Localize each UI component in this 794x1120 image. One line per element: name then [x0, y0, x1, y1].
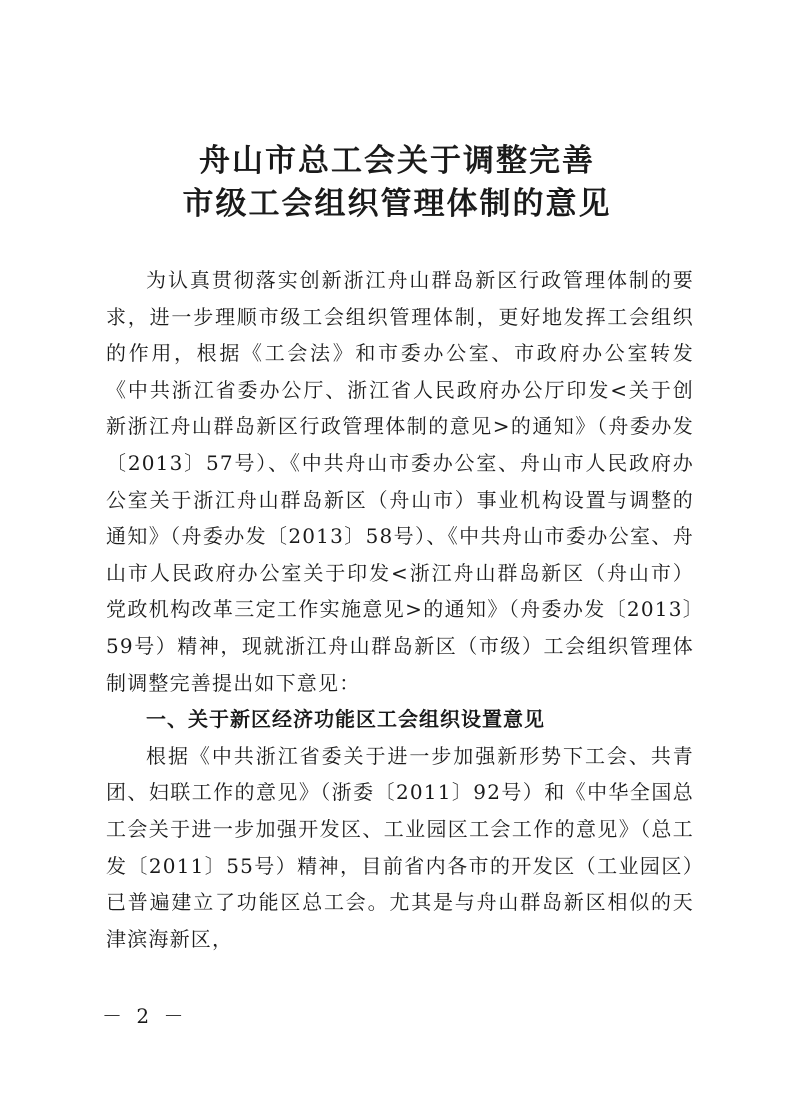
- document-title-line-1: 舟山市总工会关于调整完善: [199, 143, 595, 179]
- page-number: － 2 －: [102, 1004, 188, 1028]
- section-1-paragraph: 根据《中共浙江省委关于进一步加强新形势下工会、共青团、妇联工作的意见》（浙委〔2011〕92号）和《中华全国总工会关于进一步加强开发区、工业园区工会工作的意见》（总工发〔2011〕55号）精神，目前省内各市的开发区（工业园区）已普遍建立了功能区总工会。尤其是与舟山群岛新区相似的天津滨海新区，: [106, 743, 694, 951]
- document-body: [106, 262, 694, 957]
- document-title-line-2: 市级工会组织管理体制的意见: [182, 186, 612, 222]
- section-1-heading: 一、关于新区经济功能区工会组织设置意见: [146, 707, 545, 732]
- intro-paragraph: 为认真贯彻落实创新浙江舟山群岛新区行政管理体制的要求，进一步理顺市级工会组织管理体制，更好地发挥工会组织的作用，根据《工会法》和市委办公室、市政府办公室转发《中共浙江省委办公厅、浙江省人民政府办公厅印发<关于创新浙江舟山群岛新区行政管理体制的意见>的通知》（舟委办发〔2013〕57号）、《中共舟山市委办公室、舟山市人民政府办公室关于浙江舟山群岛新区（舟山市）事业机构设置与调整的通知》（舟委办发〔2013〕58号）、《中共舟山市委办公室、舟山市人民政府办公室关于印发<浙江舟山群岛新区（舟山市）党政机构改革三定工作实施意见>的通知》（舟委办发〔2013〕59号）精神，现就浙江舟山群岛新区（市级）工会组织管理体制调整完善提出如下意见：: [106, 268, 694, 695]
